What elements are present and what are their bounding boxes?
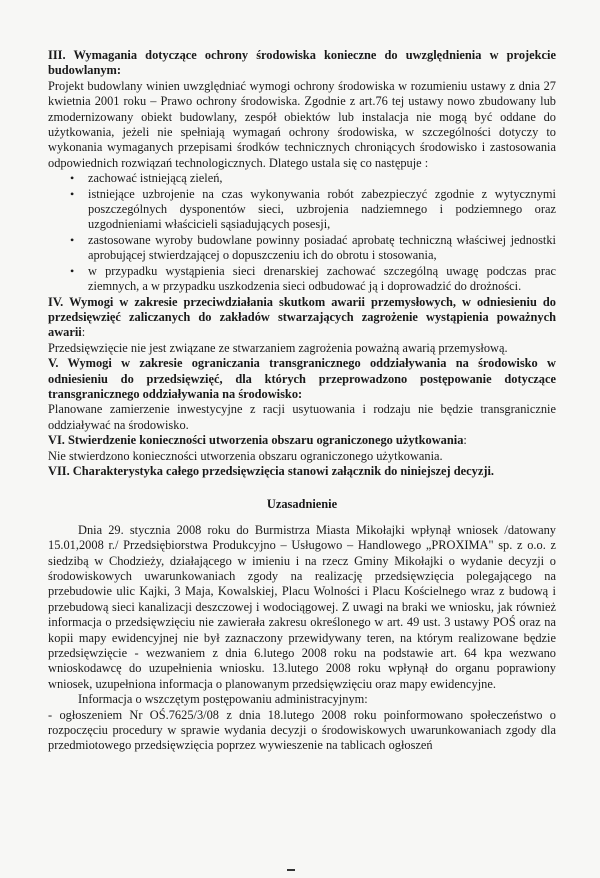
justification-paragraph-1: Dnia 29. stycznia 2008 roku do Burmistrza Miasta Mikołajki wpłynął wniosek /datowany 15.01,2008 r./ Przedsiębiorstwa Produkcyjno – Usługowo – Handlowego „PROXIMA" sp. z o.o. z siedzibą w Chodzieży, działającego w imieniu i na rzecz Gminy Mikołajki o wydanie decyzji o środowiskowych uwarunkowaniach zgody na realizację przedsięwzięcia polegającego na przebudowie ulic Kajki, 3 Maja, Kowalskiej, Placu Wolności i Placu Kościelnego wraz z budową i przebudową sieci kanalizacji deszczowej i wodociągowej. Z uwagi na braki we wniosku, jak również informacja o przedsięwzięciu nie zawierała zakresu określonego w art. 49 ust. 3 ustawy POŚ oraz na kopii mapy ewidencyjnej nie był zaznaczony przewidywany teren, na którym realizowane będzie przedsięwzięcie - wezwaniem z dnia 6.lutego 2008 roku na podstawie art. 64 kpa wezwano wnioskodawcę do uzupełnienia wniosku. 13.lutego 2008 roku wpłynął do organu poprawiony wniosek, uzupełniona informacja o planowanym przedsięwzięciu oraz mapy ewidencyjne. [48, 522, 556, 691]
justification-title: Uzasadnienie [266, 497, 338, 512]
list-item: • zastosowane wyroby budowlane powinny posiadać aprobatę techniczną właściwej jednostki aprobującej stwierdzającej o dopuszczeniu ich do obrotu i stosowania, [70, 232, 556, 263]
section-iii-body: Projekt budowlany winien uwzględniać wymogi ochrony środowiska w rozumieniu ustawy z dnia 27 kwietnia 2001 roku – Prawo ochrony środowiska. Zgodnie z art.76 tej ustawy nowo zbudowany lub zmodernizowany obiekt budowlany, zespół obiektów lub instalacja nie mogą być oddane do użytkowania, jeżeli nie spełniają wymagań ochrony środowiska, w szczególności dotyczy to wykonania wymaganych przepisami środków technicznych chroniących środowisko i zastosowania odpowiednich rozwiązań technologicznych. Dlatego ustala się co następuje : [48, 78, 556, 170]
bullet-icon: • [70, 171, 75, 186]
section-iv [48, 295, 556, 357]
bullet-icon: • [70, 232, 75, 247]
list-item: • w przypadku wystąpienia sieci drenarskiej zachować szczególną uwagę podczas prac ziemnych, a w przypadku uszkodzenia sieci odbudować ją i doprowadzić do drożności. [70, 263, 556, 294]
section-v-body: Planowane zamierzenie inwestycyjne z racji usytuowania i rodzaju nie będzie transgranicznie oddziaływać na środowisko. [48, 402, 556, 432]
section-iv-heading-line: IV. Wymogi w zakresie przeciwdziałania skutkom awarii przemysłowych, w odniesieniu do przedsięwzięć zaliczanych do zakładów stwarzających zagrożenie wystąpienia poważnych awarii: [48, 294, 556, 340]
section-vii-heading: VII. Charakterystyka całego przedsięwzięcia stanowi załącznik do niniejszej decyzji. [48, 463, 494, 478]
list-item: • zachować istniejącą zieleń, [70, 171, 223, 186]
section-vi-body: Nie stwierdzono konieczności utworzenia obszaru ograniczonego użytkowania. [48, 448, 443, 463]
section-iv-heading: IV. Wymogi w zakresie przeciwdziałania skutkom awarii przemysłowych, w odniesieniu do przedsięwzięć zaliczanych do zakładów stwarzających zagrożenie wystąpienia poważnych awarii [48, 294, 556, 340]
section-vi [48, 433, 556, 464]
section-iii-heading: III. Wymagania dotyczące ochrony środowiska konieczne do uwzględnienia w projekcie budowlanym: [48, 48, 556, 78]
requirements-list [48, 171, 556, 294]
bullet-icon: • [70, 186, 75, 201]
section-iii [48, 48, 556, 295]
section-vi-heading-line: VI. Stwierdzenie konieczności utworzenia obszaru ograniczonego użytkowania: [48, 433, 467, 448]
justification-paragraph-3: - ogłoszeniem Nr OŚ.7625/3/08 z dnia 18.lutego 2008 roku poinformowano społeczeństwo o rozpoczęciu procedury w sprawie wydania decyzji o środowiskowych uwarunkowaniach zgody dla przedmiotowego przedsięwzięcia poprzez wywieszenie na tablicach ogłoszeń [48, 707, 556, 753]
page-mark [287, 868, 295, 872]
section-vi-heading: VI. Stwierdzenie konieczności utworzenia obszaru ograniczonego użytkowania [48, 433, 464, 448]
section-v [48, 356, 556, 433]
justification-paragraph-2: Informacja o wszczętym postępowaniu administracyjnym: [78, 692, 368, 707]
section-vii [48, 464, 556, 479]
list-item: • istniejące uzbrojenie na czas wykonywania robót zabezpieczyć zgodnie z wytycznymi poszczególnych dysponentów sieci, uzbrojenia nadziemnego i podziemnego oraz uzgodnieniami właścicieli sąsiadujących posesji, [70, 186, 556, 232]
bullet-icon: • [70, 263, 75, 278]
section-iv-body: Przedsięwzięcie nie jest związane ze stwarzaniem zagrożenia poważną awarią przemysłową. [48, 340, 508, 355]
section-v-heading: V. Wymogi w zakresie ograniczania transgranicznego oddziaływania na środowisko w odniesieniu do przedsięwzięć, dla których przeprowadzono postępowanie dotyczące transgranicznego oddziaływania na środowisko: [48, 356, 556, 401]
